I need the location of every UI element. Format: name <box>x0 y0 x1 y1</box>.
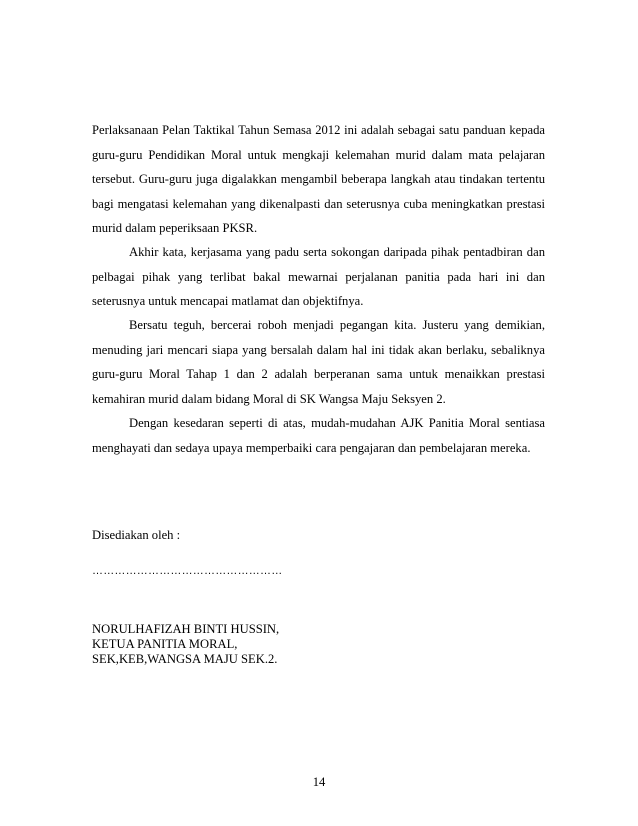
page-number: 14 <box>312 775 326 789</box>
paragraph-bersatu-teguh: Bersatu teguh, bercerai roboh menjadi pegangan kita. Justeru yang demikian, menuding jari mencari siapa yang bersalah dalam hal ini tidak akan berlaku, sebaliknya guru-guru Moral Tahap 1 dan 2 adalah berperanan sama untuk menaikkan prestasi kemahiran murid dalam bidang Moral di SK Wangsa Maju Seksyen 2. <box>92 318 545 406</box>
signatory-title: KETUA PANITIA MORAL, <box>92 637 238 651</box>
signature-line: …………………………………………… <box>92 565 283 577</box>
paragraph-akhir-kata: Akhir kata, kerjasama yang padu serta sokongan daripada pihak pentadbiran dan pelbagai pihak yang terlibat bakal mewarnai perjalanan panitia pada hari ini dan seterusnya untuk mencapai matlamat dan objektifnya. <box>92 245 545 308</box>
prepared-by-label: Disediakan oleh : <box>92 528 181 542</box>
signatory-name: NORULHAFIZAH BINTI HUSSIN, <box>92 622 280 636</box>
paragraph-pelan-taktikal: Perlaksanaan Pelan Taktikal Tahun Semasa 2012 ini adalah sebagai satu panduan kepada guru-guru Pendidikan Moral untuk mengkaji kelemahan murid dalam mata pelajaran tersebut. Guru-guru juga digalakkan mengambil beberapa langkah atau tindakan tertentu bagi mengatasi kelemahan yang dikenalpasti dan seterusnya cuba meningkatkan prestasi murid dalam peperiksaan PKSR. <box>92 123 545 235</box>
paragraph-kesedaran: Dengan kesedaran seperti di atas, mudah-mudahan AJK Panitia Moral sentiasa menghayati dan sedaya upaya memperbaiki cara pengajaran dan pembelajaran mereka. <box>92 416 545 455</box>
signatory-school: SEK,KEB,WANGSA MAJU SEK.2. <box>92 652 278 666</box>
